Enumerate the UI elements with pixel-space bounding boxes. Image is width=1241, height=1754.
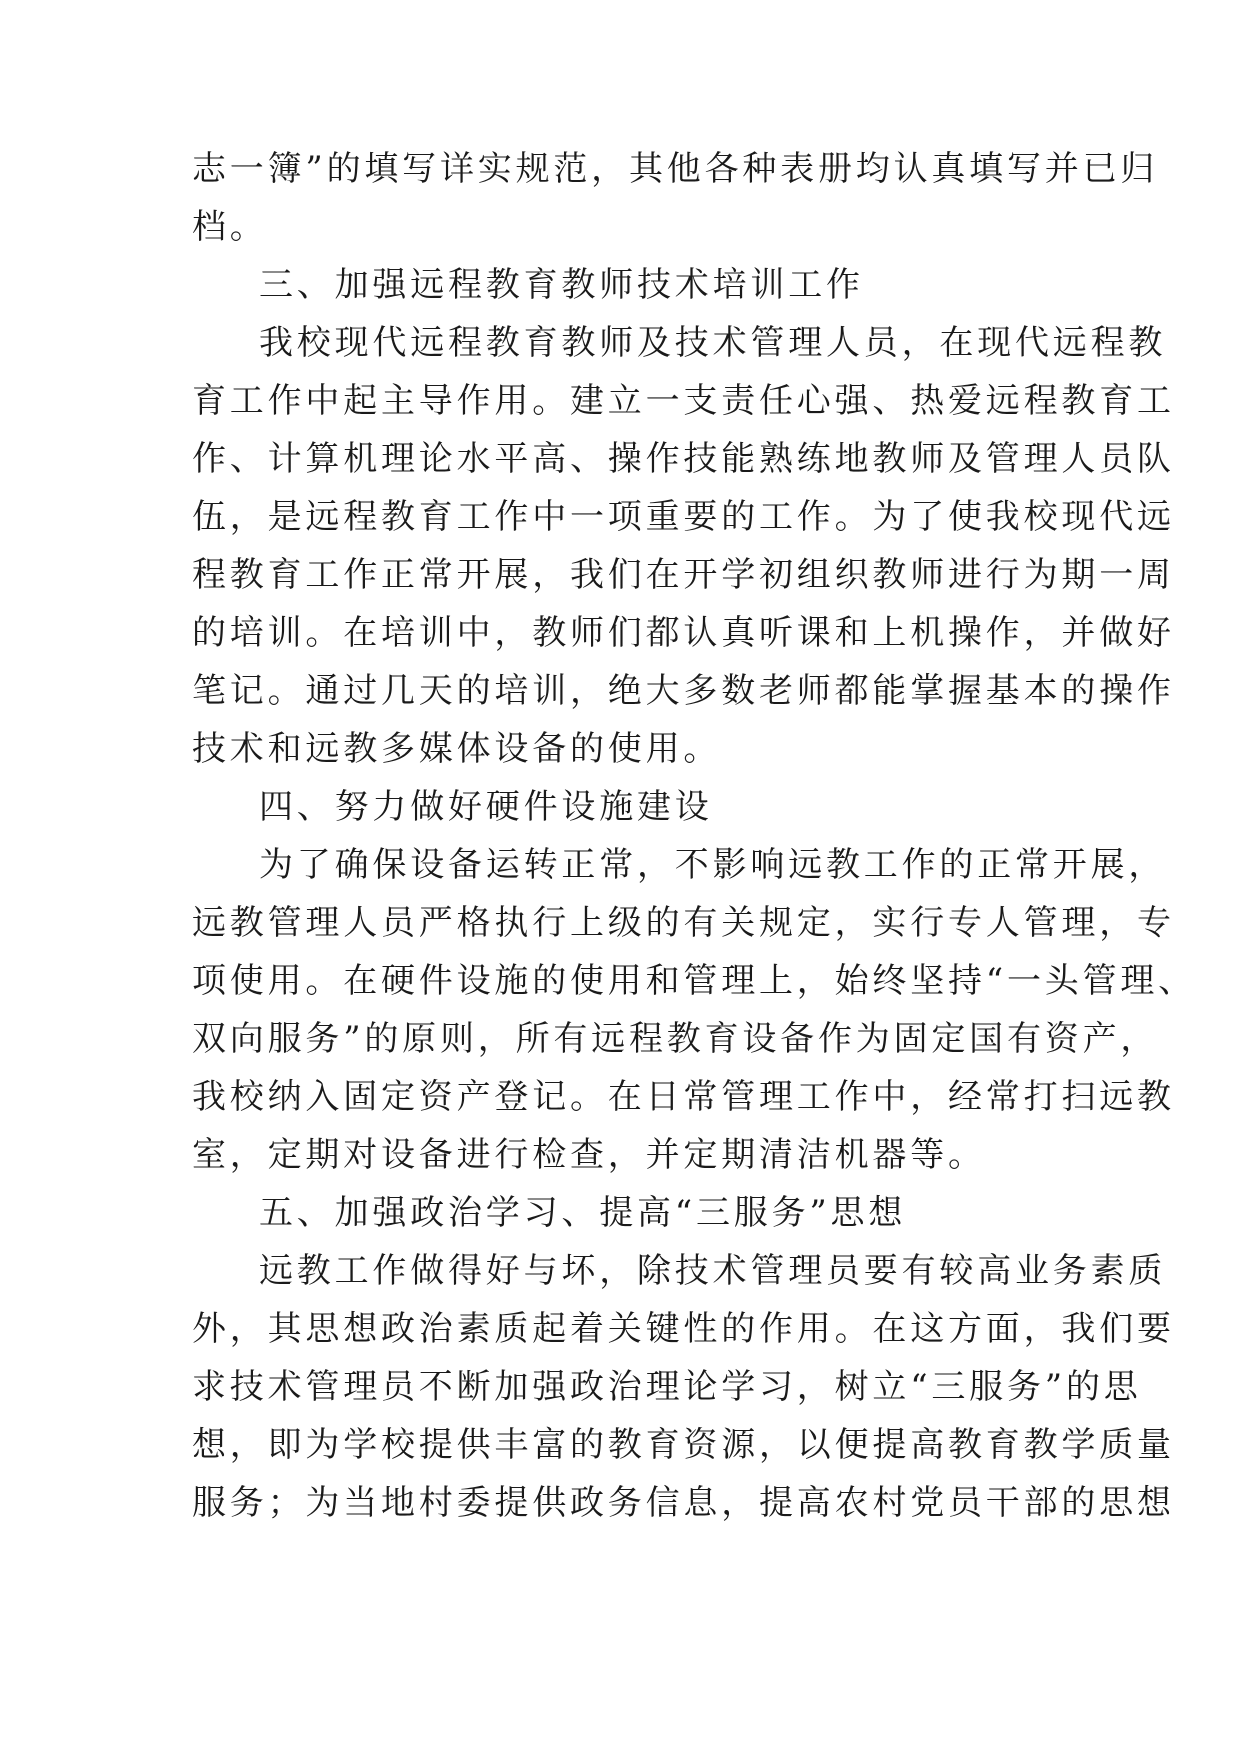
text-line: 服务；为当地村委提供政务信息，提高农村党员干部的思想 <box>192 1483 1175 1523</box>
section-heading-3: 三、加强远程教育教师技术培训工作 <box>259 265 864 305</box>
text-line: 伍，是远程教育工作中一项重要的工作。为了使我校现代远 <box>192 497 1175 537</box>
paragraph-start: 远教工作做得好与坏，除技术管理员要有较高业务素质 <box>259 1251 1167 1291</box>
text-line: 双向服务”的原则，所有远程教育设备作为固定国有资产， <box>192 1019 1159 1059</box>
text-line: 的培训。在培训中，教师们都认真听课和上机操作，并做好 <box>192 613 1175 653</box>
text-line: 作、计算机理论水平高、操作技能熟练地教师及管理人员队 <box>192 439 1175 479</box>
text-line: 育工作中起主导作用。建立一支责任心强、热爱远程教育工 <box>192 381 1175 421</box>
section-heading-4: 四、努力做好硬件设施建设 <box>259 787 713 827</box>
text-line: 项使用。在硬件设施的使用和管理上，始终坚持“一头管理、 <box>192 961 1196 1001</box>
text-line: 远教管理人员严格执行上级的有关规定，实行专人管理，专 <box>192 903 1175 943</box>
text-line: 室，定期对设备进行检查，并定期清洁机器等。 <box>192 1135 986 1175</box>
text-line: 我校纳入固定资产登记。在日常管理工作中，经常打扫远教 <box>192 1077 1175 1117</box>
text-line: 程教育工作正常开展，我们在开学初组织教师进行为期一周 <box>192 555 1175 595</box>
text-line: 技术和远教多媒体设备的使用。 <box>192 729 722 769</box>
text-line: 档。 <box>192 207 268 247</box>
document-body <box>192 140 1196 1532</box>
paragraph-start: 为了确保设备运转正常，不影响远教工作的正常开展， <box>259 845 1167 885</box>
text-line: 志一簿”的填写详实规范，其他各种表册均认真填写并已归 <box>192 149 1159 189</box>
section-heading-5: 五、加强政治学习、提高“三服务”思想 <box>259 1193 907 1233</box>
paragraph-start: 我校现代远程教育教师及技术管理人员，在现代远程教 <box>259 323 1167 363</box>
text-line: 外，其思想政治素质起着关键性的作用。在这方面，我们要 <box>192 1309 1175 1349</box>
text-line: 想，即为学校提供丰富的教育资源，以便提高教育教学质量 <box>192 1425 1175 1465</box>
text-line: 笔记。通过几天的培训，绝大多数老师都能掌握基本的操作 <box>192 671 1175 711</box>
text-line: 求技术管理员不断加强政治理论学习，树立“三服务”的思 <box>192 1367 1142 1407</box>
